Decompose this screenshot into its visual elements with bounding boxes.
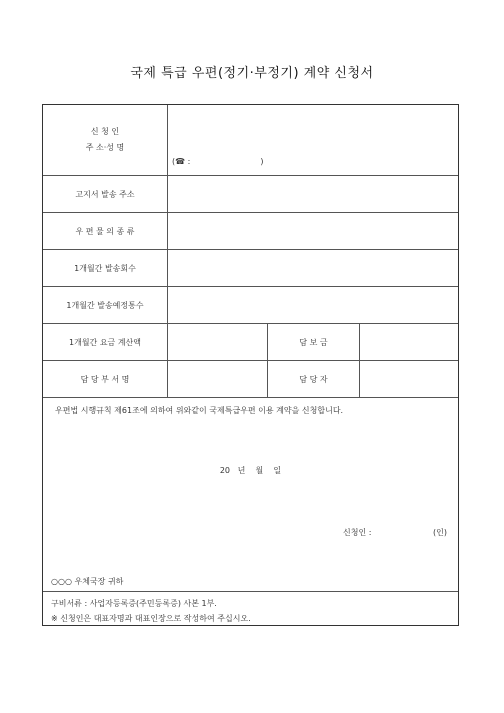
item-type-label: 우 편 물 의 종 류	[75, 226, 135, 236]
row-department	[43, 361, 458, 398]
collateral-label-cell	[267, 324, 359, 360]
person-label-cell	[267, 361, 359, 397]
form-title: 국제 특급 우편(정기·부정기) 계약 신청서	[130, 66, 374, 81]
dept-name-label: 담 당 부 서 명	[80, 374, 130, 384]
instruction-note: ※ 신청인은 대표자명과 대표인장으로 작성하여 주십시오.	[51, 614, 251, 623]
applicant-label	[43, 105, 167, 175]
statement-section	[43, 398, 458, 592]
item-type-field[interactable]	[167, 213, 460, 249]
applicant-label-line2: 주 소·성 명	[85, 143, 125, 152]
row-bill-address	[43, 176, 458, 213]
notes-section	[43, 592, 458, 627]
phone-suffix: )	[260, 157, 264, 166]
row-fee	[43, 324, 458, 361]
bill-address-field[interactable]	[167, 176, 460, 212]
statement-text: 우편법 시행규칙 제61조에 의하여 위와같이 국제특급우편 이용 계약을 신청합니다.	[55, 406, 344, 415]
collateral-label: 담 보 금	[299, 337, 328, 347]
monthly-count-field[interactable]	[167, 250, 460, 286]
monthly-expected-field[interactable]	[167, 287, 460, 323]
phone-field	[172, 157, 263, 166]
row-monthly-count	[43, 250, 458, 287]
monthly-expected-label: 1개월간 발송예정통수	[66, 300, 144, 310]
person-in-charge-label: 담 당 자	[299, 374, 328, 384]
date-line: 20 년 월 일	[219, 466, 282, 475]
application-form	[42, 104, 459, 626]
bill-address-label: 고지서 발송 주소	[75, 189, 135, 199]
addressee: ○○○ 우체국장 귀하	[51, 577, 124, 586]
person-in-charge-field[interactable]	[359, 361, 460, 397]
applicant-sign-label: 신청인 :	[343, 528, 372, 537]
collateral-field[interactable]	[359, 324, 460, 360]
monthly-fee-label: 1개월간 요금 계산액	[69, 337, 141, 347]
monthly-count-label: 1개월간 발송회수	[74, 263, 136, 273]
applicant-label-line1: 신 청 인	[90, 127, 120, 136]
monthly-fee-field[interactable]	[167, 324, 267, 360]
applicant-field[interactable]	[167, 105, 460, 175]
dept-name-field[interactable]	[167, 361, 267, 397]
row-applicant	[43, 105, 458, 176]
row-item-type	[43, 213, 458, 250]
attachments-note: 구비서류 : 사업자등록증(주민등록증) 사본 1부.	[51, 599, 217, 608]
phone-prefix: (☎ :	[172, 157, 191, 166]
row-monthly-expected	[43, 287, 458, 324]
seal-mark: (인)	[433, 528, 447, 537]
